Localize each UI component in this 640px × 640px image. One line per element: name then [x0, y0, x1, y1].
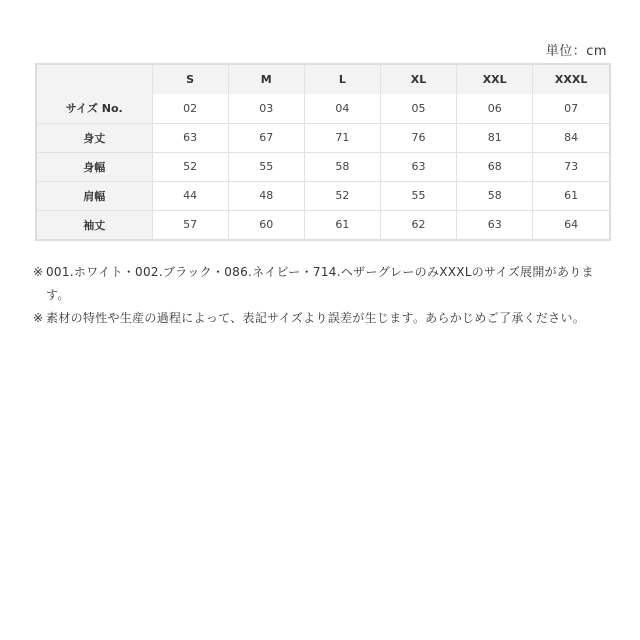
table-cell: 06: [457, 94, 533, 123]
table-row-body-length: [37, 123, 609, 152]
row-label: 袖丈: [37, 210, 152, 239]
table-cell: 76: [380, 123, 456, 152]
table-cell: 67: [228, 123, 304, 152]
table-cell: 52: [304, 181, 380, 210]
row-label: 肩幅: [37, 181, 152, 210]
table-cell: 63: [380, 152, 456, 181]
size-table-container: [35, 63, 611, 241]
table-cell: 68: [457, 152, 533, 181]
note-text: 素材の特性や生産の過程によって、表記サイズより誤差が生じます。あらかじめご了承ください。: [46, 311, 586, 325]
header-cell-l: L: [304, 65, 380, 94]
size-table: [37, 65, 609, 239]
table-cell: 07: [533, 94, 609, 123]
table-cell: 64: [533, 210, 609, 239]
table-cell: 73: [533, 152, 609, 181]
table-row-shoulder-width: [37, 181, 609, 210]
table-cell: 44: [152, 181, 228, 210]
table-cell: 60: [228, 210, 304, 239]
header-cell-s: S: [152, 65, 228, 94]
header-cell-xl: XL: [380, 65, 456, 94]
row-label: 身丈: [37, 123, 152, 152]
table-cell: 05: [380, 94, 456, 123]
table-cell: 03: [228, 94, 304, 123]
table-row-body-width: [37, 152, 609, 181]
header-cell-m: M: [228, 65, 304, 94]
table-cell: 71: [304, 123, 380, 152]
table-cell: 62: [380, 210, 456, 239]
header-cell-xxxl: XXXL: [533, 65, 609, 94]
table-row-size-no: [37, 94, 609, 123]
row-label: 身幅: [37, 152, 152, 181]
table-cell: 58: [304, 152, 380, 181]
header-cell-corner: [37, 65, 152, 94]
note-size-tolerance: [33, 307, 611, 330]
size-table-header-row: [37, 65, 609, 94]
table-cell: 84: [533, 123, 609, 152]
note-text: 001.ホワイト・002.ブラック・086.ネイビー・714.ヘザーグレーのみXXXLのサイズ展開があります。: [46, 265, 594, 302]
table-cell: 04: [304, 94, 380, 123]
note-xxxl-availability: [33, 261, 611, 307]
table-cell: 57: [152, 210, 228, 239]
table-cell: 81: [457, 123, 533, 152]
note-mark: ※: [33, 265, 44, 279]
table-cell: 52: [152, 152, 228, 181]
note-mark: ※: [33, 311, 44, 325]
table-cell: 55: [380, 181, 456, 210]
table-cell: 58: [457, 181, 533, 210]
table-cell: 63: [457, 210, 533, 239]
unit-label: 単位：cm: [545, 44, 607, 59]
table-cell: 61: [304, 210, 380, 239]
notes-section: [33, 261, 611, 330]
table-cell: 63: [152, 123, 228, 152]
table-row-sleeve-length: [37, 210, 609, 239]
header-cell-xxl: XXL: [457, 65, 533, 94]
table-cell: 61: [533, 181, 609, 210]
table-cell: 55: [228, 152, 304, 181]
table-cell: 02: [152, 94, 228, 123]
row-label: サイズ No.: [37, 94, 152, 123]
table-cell: 48: [228, 181, 304, 210]
